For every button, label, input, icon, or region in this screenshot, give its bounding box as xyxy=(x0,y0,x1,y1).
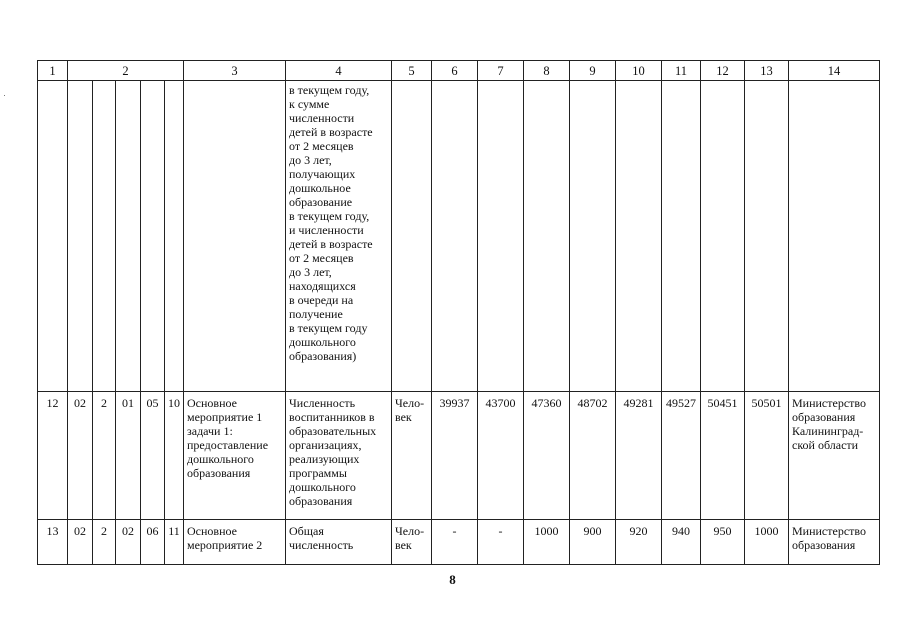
header-cell-4: 4 xyxy=(286,61,392,81)
row-number: 13 xyxy=(38,520,68,565)
indicator-name: Численность воспитанников в образовательных организациях, реализующих программы дошкольного образования xyxy=(286,392,392,520)
header-cell-1: 1 xyxy=(38,61,68,81)
cell-empty xyxy=(392,81,432,392)
value-cell: 950 xyxy=(701,520,745,565)
value-cell: 940 xyxy=(662,520,701,565)
header-cell-11: 11 xyxy=(662,61,701,81)
measure-name: Основное мероприятие 2 xyxy=(184,520,286,565)
value-cell: 1000 xyxy=(745,520,789,565)
cell-empty xyxy=(789,81,880,392)
code-cell: 02 xyxy=(68,392,93,520)
value-cell: 900 xyxy=(570,520,616,565)
cell-empty xyxy=(116,81,141,392)
cell-empty xyxy=(745,81,789,392)
header-cell-13: 13 xyxy=(745,61,789,81)
value-cell: - xyxy=(432,520,478,565)
responsible-cell: Министерство образования xyxy=(789,520,880,565)
document-table xyxy=(37,60,880,565)
unit-cell: Чело- век xyxy=(392,520,432,565)
table-row xyxy=(38,520,880,565)
row-number: 12 xyxy=(38,392,68,520)
measure-name: Основное мероприятие 1 задачи 1: предоставление дошкольного образования xyxy=(184,392,286,520)
header-cell-7: 7 xyxy=(478,61,524,81)
header-cell-3: 3 xyxy=(184,61,286,81)
indicator-name: Общая численность xyxy=(286,520,392,565)
value-cell: 920 xyxy=(616,520,662,565)
table-row-continued xyxy=(38,81,880,392)
cell-empty xyxy=(616,81,662,392)
header-cell-2: 2 xyxy=(68,61,184,81)
cell-empty xyxy=(478,81,524,392)
cell-empty xyxy=(524,81,570,392)
value-cell: 47360 xyxy=(524,392,570,520)
code-cell: 01 xyxy=(116,392,141,520)
scan-mark xyxy=(4,95,5,96)
cell-empty xyxy=(165,81,184,392)
value-cell: 49527 xyxy=(662,392,701,520)
table-row xyxy=(38,392,880,520)
code-cell: 2 xyxy=(93,520,116,565)
code-cell: 02 xyxy=(68,520,93,565)
value-cell: 50451 xyxy=(701,392,745,520)
table-header-row xyxy=(38,61,880,81)
value-cell: 39937 xyxy=(432,392,478,520)
code-cell: 05 xyxy=(141,392,165,520)
cell-empty xyxy=(570,81,616,392)
header-cell-10: 10 xyxy=(616,61,662,81)
code-cell: 10 xyxy=(165,392,184,520)
value-cell: 50501 xyxy=(745,392,789,520)
value-cell: 43700 xyxy=(478,392,524,520)
unit-cell: Чело- век xyxy=(392,392,432,520)
code-cell: 02 xyxy=(116,520,141,565)
code-cell: 2 xyxy=(93,392,116,520)
code-cell: 11 xyxy=(165,520,184,565)
header-cell-8: 8 xyxy=(524,61,570,81)
header-cell-6: 6 xyxy=(432,61,478,81)
cell-empty xyxy=(662,81,701,392)
cell-empty xyxy=(432,81,478,392)
header-cell-14: 14 xyxy=(789,61,880,81)
cell-empty xyxy=(141,81,165,392)
value-cell: - xyxy=(478,520,524,565)
indicator-continuation: в текущем году, к сумме численности детей в возрасте от 2 месяцев до 3 лет, получающих дошкольное образование в текущем году, и численности детей в возрасте от 2 месяцев до 3 лет, находящихся в очереди на получение в текущем году дошкольного образования) xyxy=(286,81,392,392)
value-cell: 1000 xyxy=(524,520,570,565)
code-cell: 06 xyxy=(141,520,165,565)
cell-empty xyxy=(93,81,116,392)
value-cell: 48702 xyxy=(570,392,616,520)
cell-empty xyxy=(68,81,93,392)
responsible-cell: Министерство образования Калининград- ской области xyxy=(789,392,880,520)
header-cell-5: 5 xyxy=(392,61,432,81)
value-cell: 49281 xyxy=(616,392,662,520)
cell-empty xyxy=(38,81,68,392)
header-cell-12: 12 xyxy=(701,61,745,81)
cell-empty xyxy=(701,81,745,392)
page-number: 8 xyxy=(449,572,456,587)
header-cell-9: 9 xyxy=(570,61,616,81)
cell-empty xyxy=(184,81,286,392)
